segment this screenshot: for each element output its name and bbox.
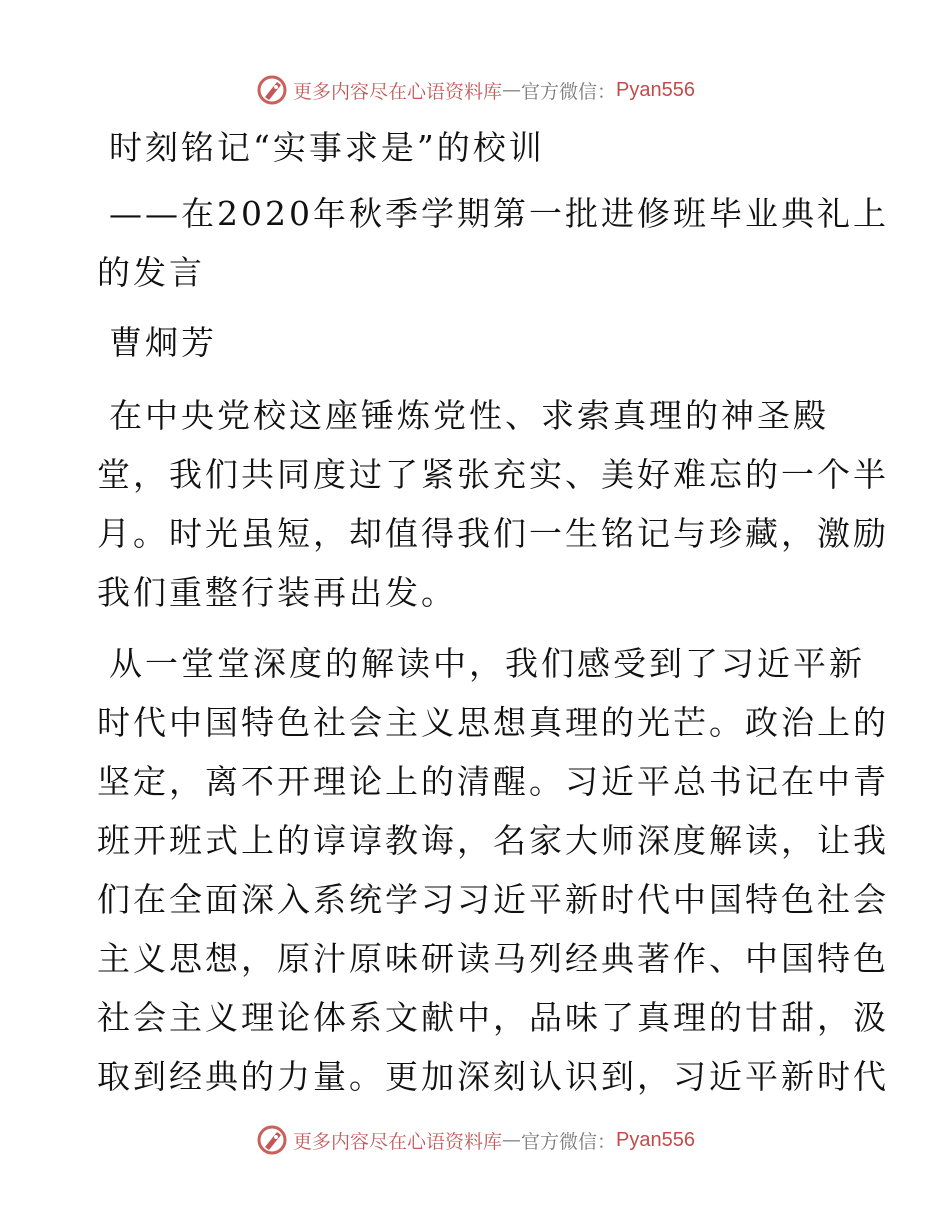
paragraph-2-line: 从一堂堂深度的解读中，我们感受到了习近平新 (109, 644, 865, 683)
paragraph-2-line: 坚定，离不开理论上的清醒。习近平总书记在中青 (97, 762, 889, 801)
watermark-official: 官方微信： (521, 80, 617, 103)
document-title: 时刻铭记“实事求是”的校训 (109, 128, 545, 167)
paragraph-1-line: 在中央党校这座锤炼党性、求索真理的神圣殿 (109, 396, 829, 435)
paragraph-2-line: 班开班式上的谆谆教诲，名家大师深度解读，让我 (97, 821, 889, 860)
document-body (97, 118, 889, 1106)
author-name: 曹炯芳 (109, 323, 217, 362)
paragraph-1-line: 月。时光虽短，却值得我们一生铭记与珍藏，激励 (97, 514, 889, 553)
header-watermark (0, 70, 950, 110)
watermark-official: 官方微信： (521, 1130, 617, 1153)
watermark-separator: — (502, 1129, 522, 1151)
subtitle-line-1: ——在2020年秋季学期第一批进修班毕业典礼上 (109, 194, 889, 233)
paragraph-1-line: 堂，我们共同度过了紧张充实、美好难忘的一个半 (97, 455, 889, 494)
watermark-separator: — (502, 79, 522, 101)
pen-nib-logo-icon (255, 73, 289, 107)
watermark-brand: 更多内容尽在心语资料库 (293, 80, 503, 103)
watermark-wechat-id: Pyan556 (616, 1128, 695, 1151)
paragraph-2-line: 时代中国特色社会主义思想真理的光芒。政治上的 (97, 703, 889, 742)
subtitle-line-2: 的发言 (97, 253, 205, 292)
paragraph-2-line: 取到经典的力量。更加深刻认识到，习近平新时代 (97, 1057, 889, 1096)
paragraph-2-line: 们在全面深入系统学习习近平新时代中国特色社会 (97, 880, 889, 919)
paragraph-2-line: 社会主义理论体系文献中，品味了真理的甘甜，汲 (97, 998, 889, 1037)
paragraph-2-line: 主义思想，原汁原味研读马列经典著作、中国特色 (97, 939, 889, 978)
pen-nib-logo-icon (255, 1123, 289, 1157)
watermark-brand: 更多内容尽在心语资料库 (293, 1130, 503, 1153)
watermark-wechat-id: Pyan556 (616, 78, 695, 101)
footer-watermark (0, 1120, 950, 1160)
paragraph-1-line: 我们重整行装再出发。 (97, 573, 457, 612)
